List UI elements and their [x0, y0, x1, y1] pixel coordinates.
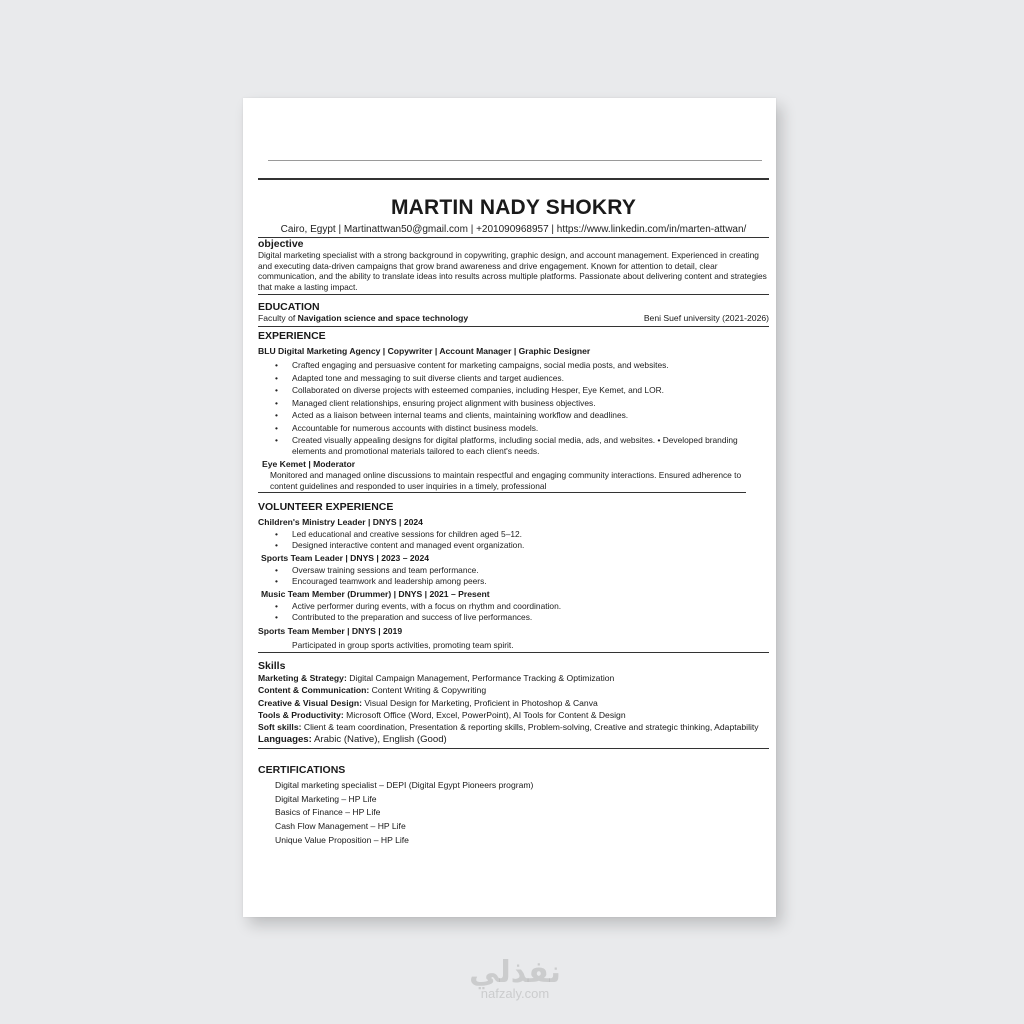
list-item: Digital marketing specialist – DEPI (Digital Egypt Pioneers program)	[275, 780, 534, 790]
education-section	[258, 301, 769, 327]
volunteer-section	[258, 501, 769, 653]
list-item: • Acted as a liaison between internal teams and clients, maintaining workflow and deadlines.	[258, 409, 769, 422]
skill-row-languages	[258, 734, 769, 746]
header-thick-rule	[258, 178, 769, 180]
list-item: • Adapted tone and messaging to suit diverse clients and target audiences.	[258, 372, 769, 385]
skill-row	[258, 684, 769, 696]
skill-value: Microsoft Office (Word, Excel, PowerPoint), AI Tools for Content & Design	[343, 710, 626, 721]
skills-section	[258, 660, 769, 749]
list-item: • Contributed to the preparation and success of live performances.	[258, 612, 769, 623]
section-rule	[258, 748, 769, 749]
section-rule	[258, 492, 746, 493]
contact-line: Cairo, Egypt | Martinattwan50@gmail.com | +201090968957 | https://www.linkedin.com/in/marten-attwan/	[280, 224, 747, 235]
skill-label: Languages:	[258, 733, 312, 745]
job-text-eye-kemet: Monitored and managed online discussions to maintain respectful and engaging community interactions. Ensured adherence to content guidelines and responded to user inquiries in a timely, professional	[270, 469, 742, 491]
job-title-blu: BLU Digital Marketing Agency | Copywriter | Account Manager | Graphic Designer	[258, 346, 591, 356]
job-bullets-blu	[258, 359, 769, 457]
certifications-list	[258, 779, 769, 848]
list-item: • Encouraged teamwork and leadership among peers.	[258, 576, 769, 587]
volunteer-role-children: Children's Ministry Leader | DNYS | 2024	[258, 517, 423, 527]
volunteer-role-sports-leader: Sports Team Leader | DNYS | 2023 – 2024	[261, 553, 430, 563]
volunteer-role-sports-member: Sports Team Member | DNYS | 2019	[258, 626, 403, 636]
list-item: • Active performer during events, with a focus on rhythm and coordination.	[258, 601, 769, 612]
education-degree	[258, 313, 468, 324]
certifications-section	[258, 764, 769, 848]
volunteer-heading: VOLUNTEER EXPERIENCE	[258, 501, 394, 513]
list-item: Basics of Finance – HP Life	[275, 807, 381, 818]
section-rule	[258, 326, 769, 327]
candidate-name: MARTIN NADY SHOKRY	[390, 196, 637, 219]
skill-label: Soft skills:	[258, 721, 302, 732]
skill-row	[258, 709, 769, 721]
skill-value: Arabic (Native), English (Good)	[311, 733, 447, 745]
list-item: Digital Marketing – HP Life	[275, 793, 377, 804]
skill-row	[258, 672, 769, 684]
skill-value: Content Writing & Copywriting	[369, 685, 487, 696]
skill-row	[258, 697, 769, 709]
section-rule	[258, 294, 769, 295]
header-thin-rule	[268, 160, 762, 161]
volunteer-bullets-sports-leader	[258, 565, 769, 587]
resume-page	[243, 98, 776, 917]
education-row	[258, 313, 769, 324]
volunteer-text-sports-member: Participated in group sports activities, promoting team spirit.	[292, 640, 514, 650]
experience-section	[258, 330, 769, 493]
list-item: • Oversaw training sessions and team performance.	[258, 565, 769, 576]
skill-label: Marketing & Strategy:	[258, 673, 347, 683]
objective-text: Digital marketing specialist with a strong background in copywriting, graphic design, and account management. Experienced in creating and executing data-driven campaigns that grow brand awareness and drive engagement. Known for attention to detail, clear communication, and the ability to translate ideas into results across multiple platforms. Passionate about delivering content and strategies that make a lasting impact.	[258, 250, 767, 292]
list-item: • Created visually appealing designs for digital platforms, including social media, ads, and websites. • Developed branding elements and promotional materials tailored to each client's needs.	[258, 435, 769, 457]
site-watermark	[440, 955, 590, 1001]
section-rule	[258, 652, 769, 653]
skill-label: Content & Communication:	[258, 685, 370, 696]
watermark-latin: nafzaly.com	[480, 986, 550, 1001]
volunteer-bullets-children	[258, 529, 769, 551]
volunteer-bullets-music	[258, 601, 769, 623]
education-field: Navigation science and space technology	[297, 313, 469, 323]
experience-heading: EXPERIENCE	[258, 330, 326, 342]
objective-heading: objective	[258, 238, 304, 250]
skill-label: Creative & Visual Design:	[258, 697, 362, 708]
list-item: • Led educational and creative sessions for children aged 5–12.	[258, 529, 769, 540]
list-item: • Designed interactive content and managed event organization.	[258, 540, 769, 551]
list-item: Unique Value Proposition – HP Life	[275, 834, 409, 845]
list-item: • Accountable for numerous accounts with distinct business models.	[258, 422, 769, 435]
watermark-arabic: نفذلي	[469, 956, 561, 989]
certifications-heading: CERTIFICATIONS	[258, 764, 346, 776]
list-item: • Managed client relationships, ensuring project alignment with business objectives.	[258, 397, 769, 410]
list-item: Cash Flow Management – HP Life	[275, 821, 406, 832]
education-prefix: Faculty of	[258, 313, 298, 323]
list-item: • Crafted engaging and persuasive content for marketing campaigns, social media posts, and websites.	[258, 359, 769, 372]
list-item: • Collaborated on diverse projects with esteemed companies, including Hesper, Eye Kemet, and LOR.	[258, 384, 769, 397]
skill-label: Tools & Productivity:	[258, 710, 344, 721]
education-school: Beni Suef university (2021-2026)	[643, 313, 769, 323]
skill-value: Visual Design for Marketing, Proficient in Photoshop & Canva	[361, 697, 598, 708]
skill-value: Digital Campaign Management, Performance Tracking & Optimization	[346, 673, 615, 683]
skills-heading: Skills	[258, 660, 286, 672]
volunteer-role-music: Music Team Member (Drummer) | DNYS | 2021 – Present	[261, 589, 490, 599]
skill-value: Client & team coordination, Presentation & reporting skills, Problem-solving, Creative and strategic thinking, Adaptability	[301, 721, 759, 732]
objective-section	[258, 238, 769, 295]
job-title-eye-kemet: Eye Kemet | Moderator	[262, 458, 356, 469]
skill-row	[258, 722, 769, 733]
education-heading: EDUCATION	[258, 301, 320, 313]
